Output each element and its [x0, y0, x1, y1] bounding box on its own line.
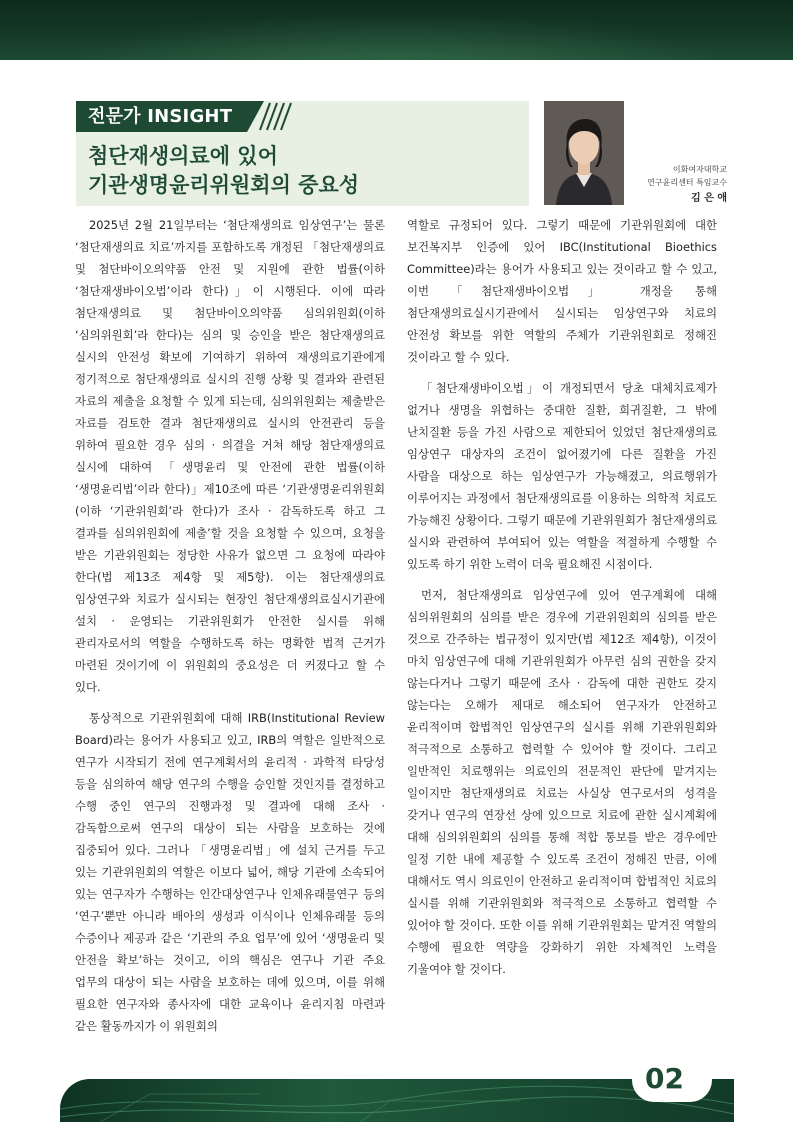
- body-paragraph: 역할로 규정되어 있다. 그렇기 때문에 기관위원회에 대한 보건복지부 인증에 있어 IBC(Institutional Bioethics Committee)라는 용어가 사용되고 있는 것이라고 할 수 있고, 이번 「첨단재생바이오법」 개정을 통해 첨단재생의료실시기관에서 실시되는 임상연구와 치료의 안전성 확보를 위한 역할의 주체가 기관위원회로 정해진 것이라고 할 수 있다.: [407, 218, 717, 364]
- body-paragraph: 「첨단재생바이오법」이 개정되면서 당초 대체치료제가 없거나 생명을 위협하는 중대한 질환, 희귀질환, 그 밖에 난치질환 등을 가진 사람으로 제한되어 있었던 첨단재생의료 임상연구 대상자의 조건이 없어졌기에 다른 질환을 가진 사람을 대상으로 하는 임상연구가 가능해졌고, 의료행위가 이루어지는 과정에서 첨단재생의료를 이용하는 의학적 치료도 가능해진 상황이다. 그렇기 때문에 기관위원회가 첨단재생의료 실시와 관련하여 부여되어 있는 역할을 적절하게 수행할 수 있도록 하기 위한 노력이 더욱 필요해진 시점이다.: [407, 381, 717, 571]
- author-affiliation-line-2: 연구윤리센터 특임교수: [647, 178, 727, 187]
- author-affiliation-line-1: 이화여자대학교: [672, 165, 727, 174]
- slash-decoration-icon: [256, 101, 296, 132]
- page-title: [88, 142, 518, 200]
- section-badge-label: 전문가 INSIGHT: [88, 106, 233, 127]
- author-affiliation: [647, 163, 727, 189]
- page-number: 02: [645, 1062, 684, 1095]
- top-decorative-band: [0, 0, 793, 60]
- body-column-left: [75, 214, 385, 1046]
- body-paragraph: 2025년 2월 21일부터는 ‘첨단재생의료 임상연구’는 물론 ‘첨단재생의료 치료’까지를 포함하도록 개정된 「첨단재생의료 및 첨단바이오의약품 안전 및 지원에 관한 법률(이하 ‘첨단재생바이오법’이라 한다)」이 시행된다. 이에 따라 첨단재생의료 및 첨단바이오의약품 심의위원회(이하 ‘심의위원회’라 한다)는 심의 및 승인을 받은 첨단재생의료 실시의 안전성 확보에 기여하기 위하여 재생의료기관에게 정기적으로 첨단재생의료 실시의 진행 상황 및 결과와 관련된 자료의 제출을 요청할 수 있게 되는데, 심의위원회는 제출받은 자료를 검토한 결과 첨단재생의료 실시의 안전관리 등을 위하여 필요한 경우 심의 · 의결을 거쳐 해당 첨단재생의료 실시에 대하여 「생명윤리 및 안전에 관한 법률(이하 ‘생명윤리법’이라 한다)」제10조에 따른 ‘기관생명윤리위원회(이하 ‘기관위원회’라 한다)가 조사 · 감독하도록 하고 그 결과를 심의위원회에 제출’할 것을 요청할 수 있으며, 요청을 받은 기관위원회는 정당한 사유가 없으면 그 요청에 따라야 한다(법 제13조 제4항 및 제5항). 이는 첨단재생의료 임상연구와 치료가 실시되는 현장인 첨단재생의료실시기관에 설치 · 운영되는 기관위원회가 안전한 실시를 위해 관리자로서의 역할을 수행하도록 하는 명확한 법적 근거가 마련된 것이기에 이 위원회의 중요성은 더 커졌다고 할 수 있다.: [75, 218, 385, 694]
- author-name: 김 은 애: [691, 193, 727, 204]
- author-photo: [544, 101, 624, 205]
- body-column-right: [407, 214, 717, 989]
- page-title-line-2: 기관생명윤리위원회의 중요성: [88, 173, 360, 197]
- body-paragraph: 먼저, 첨단재생의료 임상연구에 있어 연구계획에 대해 심의위원회의 심의를 받은 경우에 기관위원회의 심의를 받은 것으로 간주하는 법규정이 있지만(법 제12조 제4항), 이것이 마치 임상연구에 대해 기관위원회가 아무런 심의 권한을 갖지 않는다거나 그렇기 때문에 조사 · 감독에 대한 권한도 갖지 않는다는 오해가 제대로 해소되어 연구자가 안전하고 윤리적이며 합법적인 임상연구의 실시를 위해 기관위원회와 적극적으로 소통하고 협력할 수 있어야 할 것이다. 그리고 일반적인 치료행위는 의료인의 전문적인 판단에 맡겨지는 일이지만 첨단재생의료 치료는 사실상 연구로서의 성격을 갖거나 연구의 연장선 상에 있으므로 치료에 관한 실시계획에 대해 심의위원회의 심의를 통해 적합 통보를 받은 경우에만 일정 기한 내에 제공할 수 있도록 조건이 정해진 만큼, 이에 대해서도 역시 의료인이 안전하고 윤리적이며 합법적인 치료의 실시를 위해 기관위원회와 적극적으로 소통하고 협력할 수 있어야 할 것이다. 또한 이를 위해 기관위원회는 맡겨진 역할의 수행에 필요한 역량을 강화하기 위한 자체적인 노력을 기울여야 할 것이다.: [407, 588, 717, 976]
- author-portrait-icon: [544, 101, 624, 205]
- body-paragraph: 통상적으로 기관위원회에 대해 IRB(Institutional Review Board)라는 용어가 사용되고 있고, IRB의 역할은 일반적으로 연구가 시작되기 전에 연구계획서의 윤리적 · 과학적 타당성 등을 심의하여 해당 연구의 수행을 승인할 것인지를 결정하고 수행 중인 연구의 진행과정 및 결과에 대해 조사 · 감독함으로써 연구의 대상이 되는 사람을 보호하는 것에 집중되어 있다. 그러나 「생명윤리법」에 설치 근거를 두고 있는 기관위원회의 역할은 이보다 넓어, 해당 기관에 소속되어 있는 연구자가 수행하는 인간대상연구나 인체유래물연구 등의 ‘연구’뿐만 아니라 배아의 생성과 이식이나 인체유래물 등의 수증이나 제공과 같은 ‘기관의 주요 업무’에 있어 ‘생명윤리 및 안전을 확보’하는 것이고, 이의 핵심은 연구나 기관 주요 업무의 대상이 되는 사람을 보호하는 데에 있으며, 이를 위해 필요한 연구자와 종사자에 대한 교육이나 윤리지침 마련과 같은 활동까지가 이 위원회의: [75, 711, 385, 1033]
- page-title-line-1: 첨단재생의료에 있어: [88, 144, 278, 168]
- top-band-glow: [0, 0, 793, 60]
